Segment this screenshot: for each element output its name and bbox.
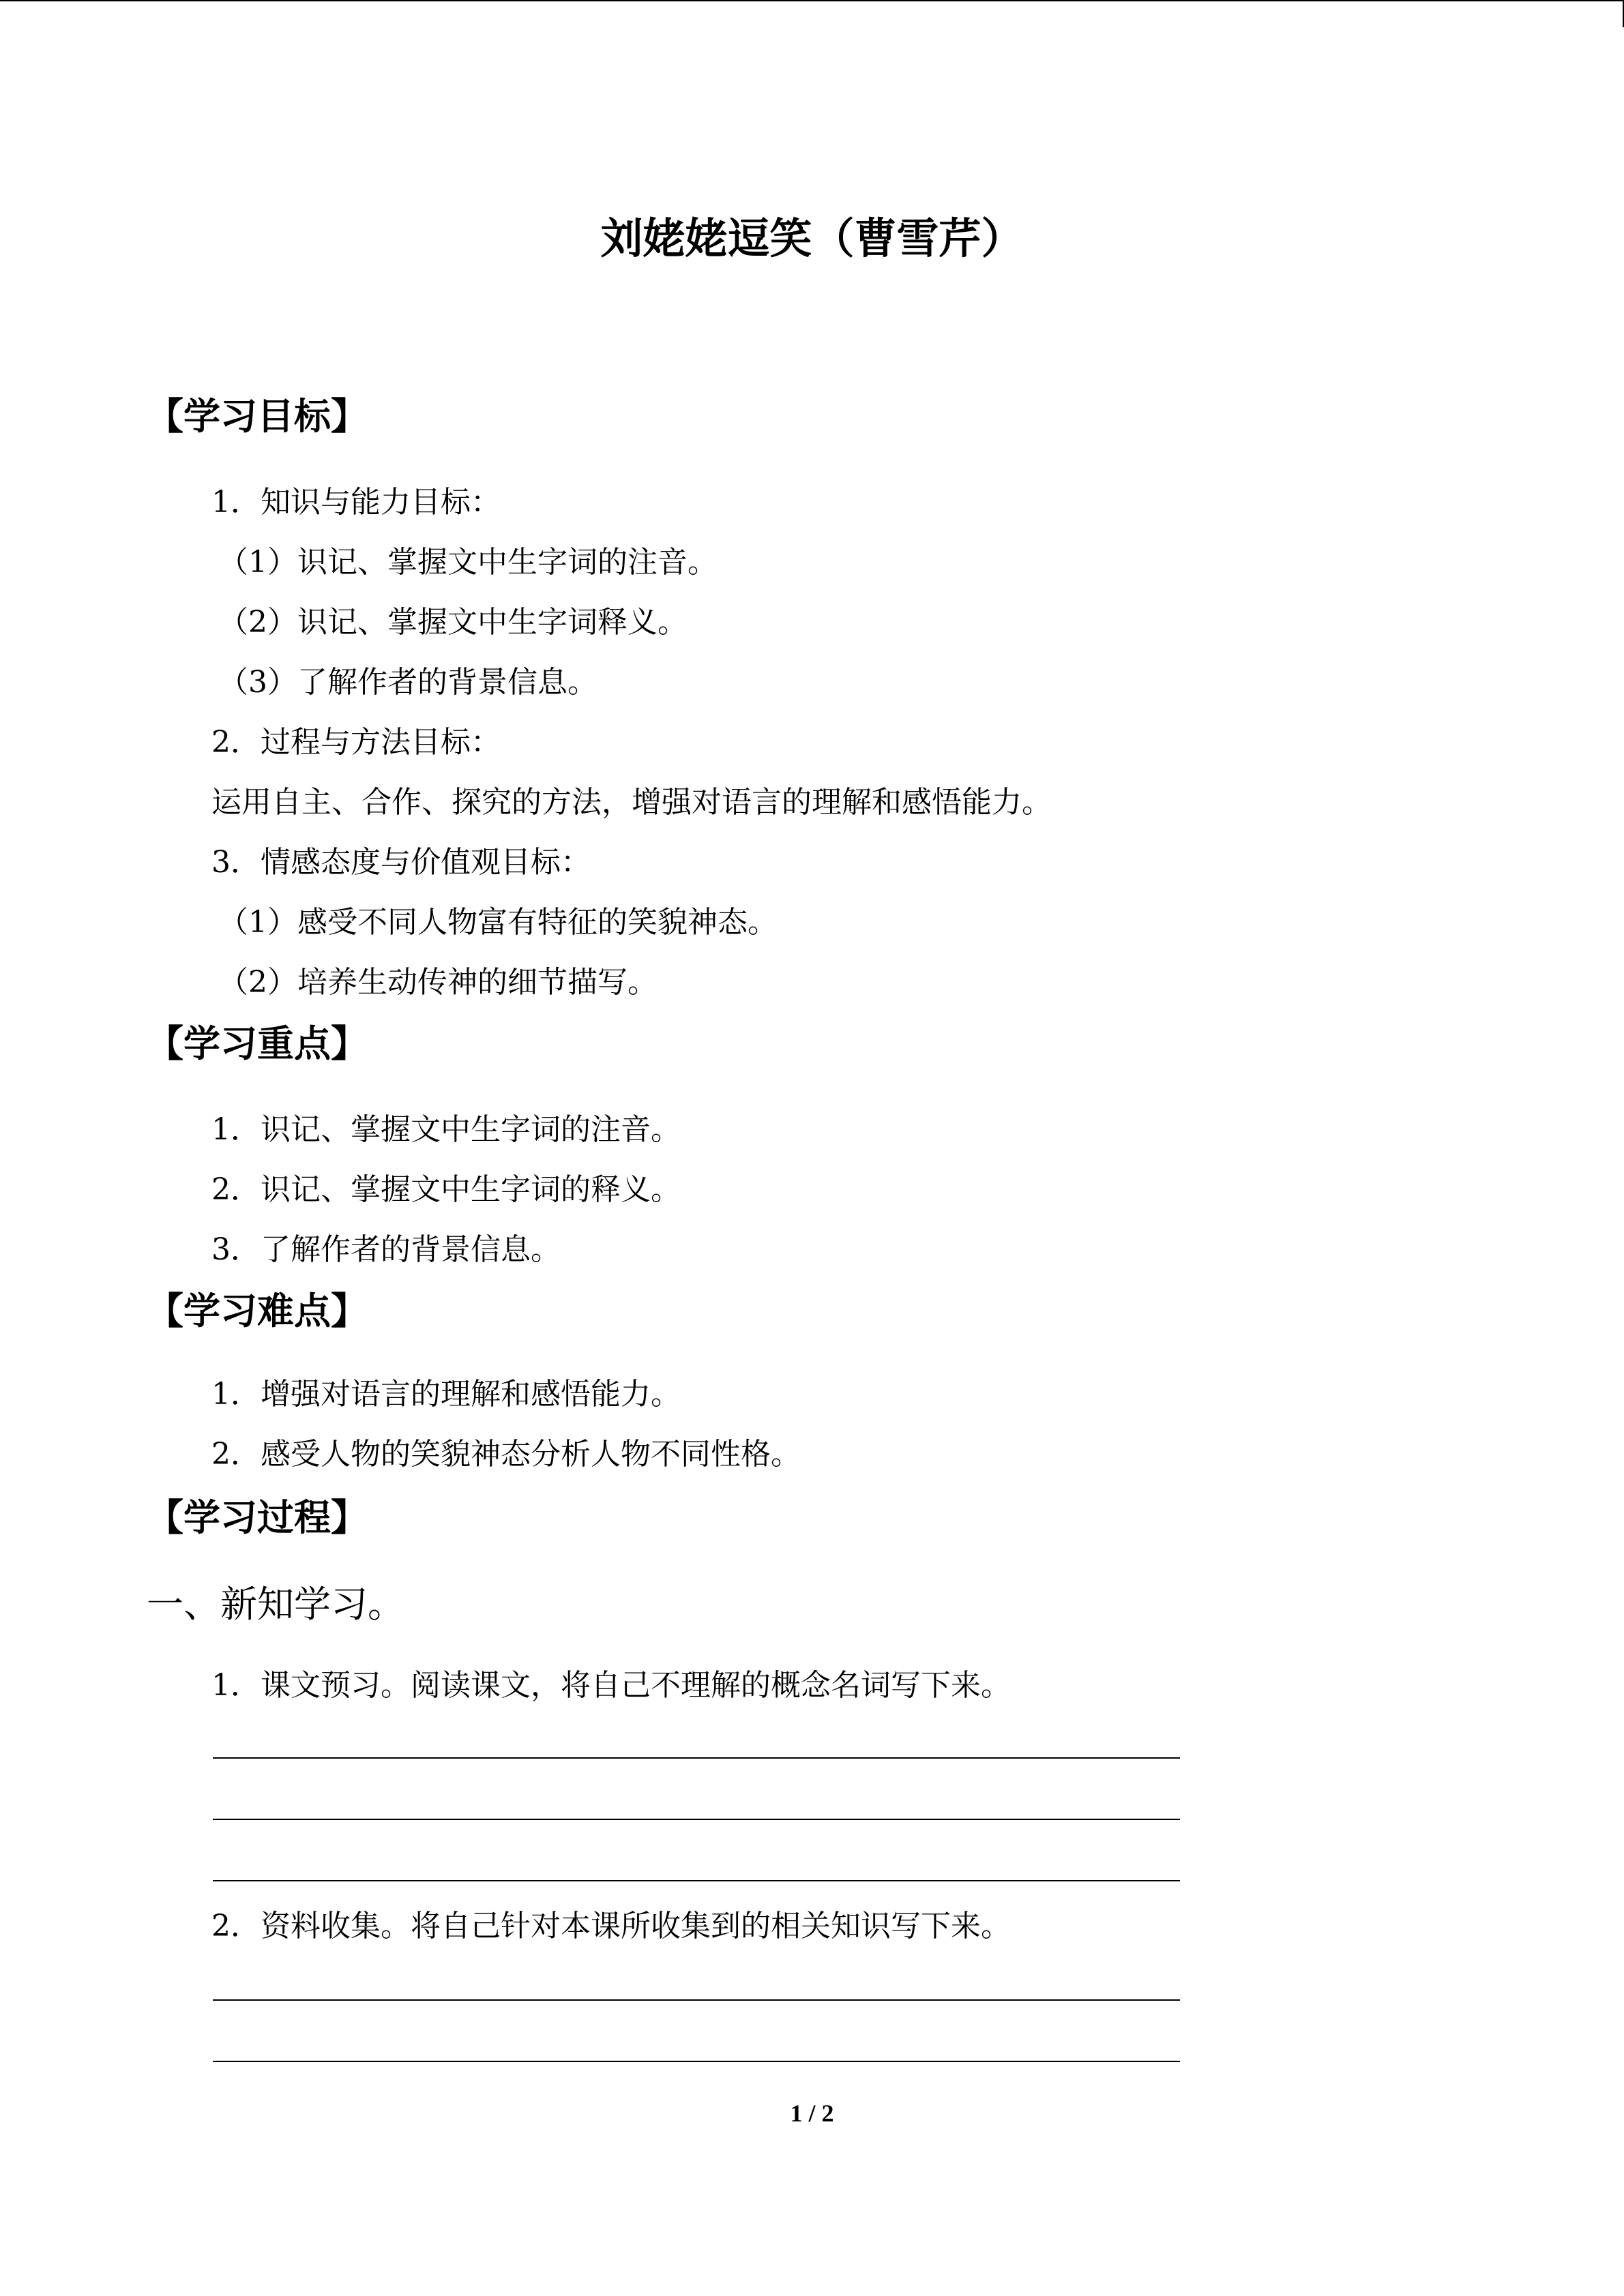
key-point-line: 1．识记、掌握文中生字词的注音。 [211,1112,681,1147]
objective-line: （2）培养生动传神的细节描写。 [218,965,658,1000]
difficulty-line: 2．感受人物的笑貌神态分析人物不同性格。 [211,1437,801,1472]
answer-blank-line[interactable] [213,1819,1180,1820]
answer-blank-line[interactable] [213,1757,1180,1759]
objective-line: （1）识记、掌握文中生字词的注音。 [218,545,718,580]
heading-process: 【学习过程】 [147,1496,368,1539]
section-title: 一、新知学习。 [147,1583,404,1626]
objective-line: （3）了解作者的背景信息。 [218,665,597,700]
heading-key-points: 【学习重点】 [147,1022,368,1065]
key-point-line: 2．识记、掌握文中生字词的释义。 [211,1172,681,1207]
heading-difficulties: 【学习难点】 [147,1289,368,1332]
task-1-prompt: 1．课文预习。阅读课文，将自己不理解的概念名词写下来。 [211,1668,1011,1703]
objective-line: 2．过程与方法目标： [211,725,501,760]
answer-blank-line[interactable] [213,1880,1180,1881]
objective-line: 1．知识与能力目标： [211,485,501,520]
page-title: 刘姥姥逗笑（曹雪芹） [600,213,1024,263]
page-number: 1 / 2 [790,2100,834,2127]
objective-line: （2）识记、掌握文中生字词释义。 [218,605,688,640]
answer-blank-line[interactable] [213,1999,1180,2001]
objective-line: 运用自主、合作、探究的方法，增强对语言的理解和感悟能力。 [211,785,1052,820]
page-top-border [0,0,1624,1]
key-point-line: 3．了解作者的背景信息。 [211,1232,561,1267]
objective-line: 3．情感态度与价值观目标： [211,845,591,880]
difficulty-line: 1．增强对语言的理解和感悟能力。 [211,1377,681,1412]
task-2-prompt: 2．资料收集。将自己针对本课所收集到的相关知识写下来。 [211,1909,1011,1943]
objective-line: （1）感受不同人物富有特征的笑貌神态。 [218,905,778,940]
answer-blank-line[interactable] [213,2061,1180,2062]
heading-objectives: 【学习目标】 [147,395,368,438]
